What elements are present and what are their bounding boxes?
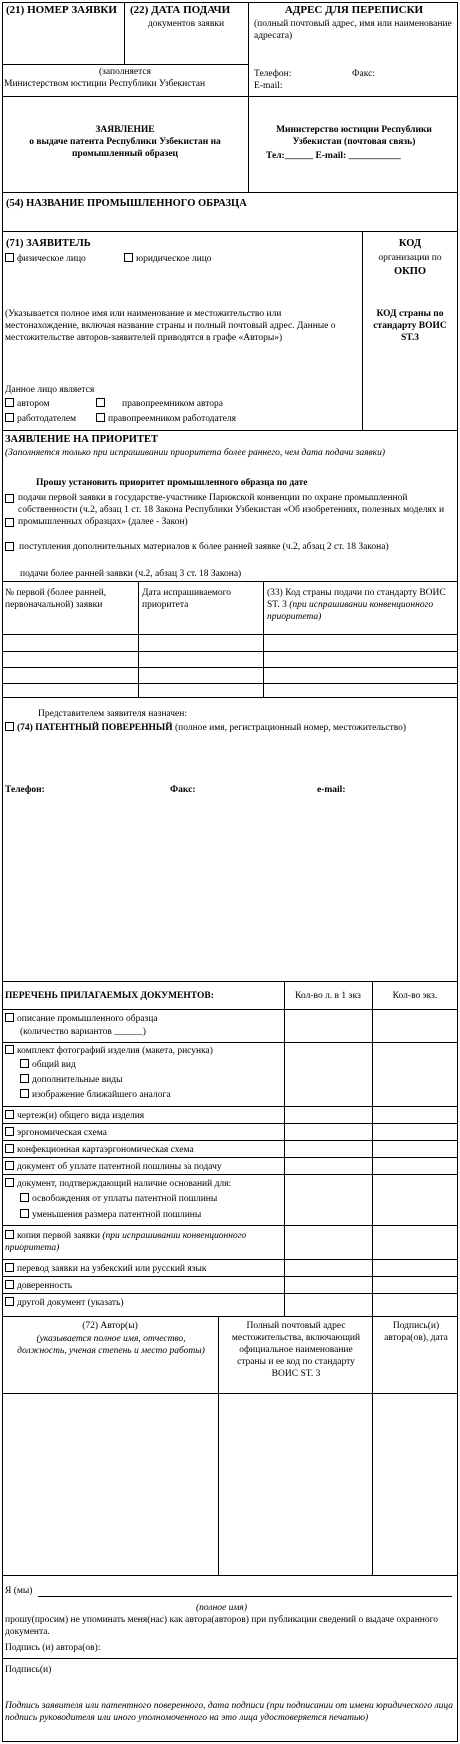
divider xyxy=(2,1157,458,1158)
divider xyxy=(2,1293,458,1294)
divider xyxy=(2,64,248,65)
divider xyxy=(248,2,249,97)
ministry-address: Министерство юстиции Республики Узбекистан (почтовая связь) xyxy=(276,125,432,147)
doc-power-of-attorney[interactable]: доверенность xyxy=(5,1280,72,1292)
table-row xyxy=(2,683,458,684)
corr-fax-label: Факс: xyxy=(352,69,375,79)
author-checkbox[interactable] xyxy=(5,398,14,407)
role-assignee-author[interactable]: правопреемником автора xyxy=(96,398,223,410)
priority-option-additional: поступления дополнительных материалов к более ранней заявке (ч.2, абзац 2 ст. 18 Закона) xyxy=(19,542,389,552)
signature-note: Подпись заявителя или патентного поверенного, дата подписи (при подписании от имени юридического лица подпись руководителя или иного уполномоченного на это лица удостоверяется печатью) xyxy=(5,1701,453,1723)
applicant-instructions: (Указывается полное имя или наименование и местожительство или местонахождение, включая название страны и полный почтовый адрес. Данные о местожительстве авторов-заявителей приводятся в графе «Авторы») xyxy=(5,309,336,343)
applicant-title: (71) ЗАЯВИТЕЛЬ xyxy=(6,238,91,249)
design-name-title: (54) НАЗВАНИЕ ПРОМЫШЛЕННОГО ОБРАЗЦА xyxy=(6,198,247,209)
country-code-label: КОД страны по стандарту ВОИС ST.3 xyxy=(373,309,447,343)
checkbox-fee-exemption[interactable] xyxy=(20,1193,29,1202)
legal-person-option[interactable]: юридическое лицо xyxy=(124,253,212,265)
divider xyxy=(248,96,249,193)
signature-label: Подпись(и) xyxy=(5,1665,52,1675)
assignee-employer-checkbox[interactable] xyxy=(96,413,105,422)
divider xyxy=(2,1259,458,1260)
divider xyxy=(263,581,264,698)
divider xyxy=(124,2,125,64)
col-first-application: № первой (более ранней, первоначальной) заявки xyxy=(5,588,107,610)
checkbox-ergonomic-scheme[interactable] xyxy=(5,1127,14,1136)
ministry-contacts: Тел:______ E-mail: ___________ xyxy=(266,151,401,161)
priority-paris-checkbox[interactable] xyxy=(5,494,14,503)
attorney-fax-label: Факс: xyxy=(170,785,196,795)
assignee-author-checkbox[interactable] xyxy=(96,398,105,407)
i-we-label: Я (мы) xyxy=(5,1586,33,1596)
divider xyxy=(284,981,285,1317)
checkbox-translation[interactable] xyxy=(5,1263,14,1272)
divider xyxy=(2,1393,458,1394)
priority-option-earlier: подачи более ранней заявки (ч.2, абзац 3 ст. 18 Закона) xyxy=(20,569,242,579)
doc-fee-payment[interactable]: документ об уплате патентной пошлины за подачу xyxy=(5,1161,222,1173)
legal-person-checkbox[interactable] xyxy=(124,253,133,262)
authors-signature-label: Подпись (и) автора(ов): xyxy=(5,1643,101,1653)
divider xyxy=(138,581,139,698)
divider xyxy=(2,1042,458,1043)
checkbox-grounds[interactable] xyxy=(5,1178,14,1187)
doc-variants-count: (количество вариантов ______) xyxy=(20,1027,146,1037)
col-pages: Кол-во л. в 1 экз xyxy=(295,991,361,1001)
authors-address-col: Полный почтовый адрес местожительства, включающий официальное наименование страны и ее код по стандарту ВОИС ST. 3 xyxy=(231,1321,361,1379)
filled-by-ministry: Министерством юстиции Республики Узбекистан xyxy=(4,79,206,89)
non-mention-request: прошу(просим) не упоминать меня(нас) как автора(авторов) при публикации сведений о выдаче охранного документа. xyxy=(5,1615,439,1637)
role-author[interactable]: автором xyxy=(5,398,50,410)
attorney-title[interactable]: (74) ПАТЕНТНЫЙ ПОВЕРЕННЫЙ (полное имя, регистрационный номер, местожительство) xyxy=(5,722,455,734)
documents-title: ПЕРЕЧЕНЬ ПРИЛАГАЕМЫХ ДОКУМЕНТОВ: xyxy=(5,991,214,1001)
employer-checkbox[interactable] xyxy=(5,413,14,422)
checkbox-drawings[interactable] xyxy=(5,1110,14,1119)
attorney-checkbox[interactable] xyxy=(5,722,14,731)
okpo-label: ОКПО xyxy=(393,266,427,277)
col-country-code: (33) Код страны подачи по стандарту ВОИС ST. 3 (при испрашивании конвенционного приоритета) xyxy=(267,588,446,622)
col-copies: Кол-во экз. xyxy=(392,991,438,1001)
doc-ergonomic-scheme[interactable]: эргономическая схема xyxy=(5,1127,107,1139)
doc-first-copy[interactable]: копия первой заявки (при испрашивании конвенционного приоритета) xyxy=(5,1231,247,1253)
role-employer[interactable]: работодателем xyxy=(5,413,76,425)
priority-checkboxes xyxy=(5,492,15,572)
priority-unused-checkbox[interactable] xyxy=(5,518,14,527)
checkbox-additional-views[interactable] xyxy=(20,1074,29,1083)
authors-col-title: (72) Автор(ы) xyxy=(82,1321,138,1331)
doc-fee-exemption[interactable]: освобождения от уплаты патентной пошлины xyxy=(20,1193,217,1205)
divider xyxy=(372,1316,373,1576)
code-title: КОД xyxy=(398,238,422,249)
application-title: ЗАЯВЛЕНИЕ xyxy=(95,125,155,135)
divider xyxy=(2,1174,458,1175)
divider xyxy=(2,1140,458,1141)
divider xyxy=(218,1316,219,1576)
role-label: Данное лицо является xyxy=(5,385,95,395)
doc-description[interactable]: описание промышленного образца xyxy=(5,1013,158,1025)
checkbox-analog-image[interactable] xyxy=(20,1089,29,1098)
doc-confection-map[interactable]: конфекционная картаэргономическая схема xyxy=(5,1144,194,1156)
table-row xyxy=(2,634,458,635)
doc-additional-views[interactable]: дополнительные виды xyxy=(20,1074,123,1086)
checkbox-fee-reduction[interactable] xyxy=(20,1209,29,1218)
corr-phone-label: Телефон: xyxy=(254,69,292,79)
checkbox-first-copy[interactable] xyxy=(5,1230,14,1239)
doc-drawings[interactable]: чертеж(и) общего вида изделия xyxy=(5,1110,144,1122)
doc-analog-image[interactable]: изображение ближайшего аналога xyxy=(20,1089,171,1101)
priority-request: Прошу установить приоритет промышленного образца по дате xyxy=(36,478,308,488)
checkbox-photos[interactable] xyxy=(5,1045,14,1054)
corr-address-title: АДРЕС ДЛЯ ПЕРЕПИСКИ xyxy=(284,4,424,16)
divider xyxy=(2,1123,458,1124)
table-row xyxy=(2,651,458,652)
doc-grounds[interactable]: документ, подтверждающий наличие оснований для: xyxy=(5,1178,231,1190)
checkbox-confection-map[interactable] xyxy=(5,1144,14,1153)
divider xyxy=(2,1225,458,1226)
divider xyxy=(2,1276,458,1277)
corr-email-label: E-mail: xyxy=(254,81,283,91)
checkbox-power-of-attorney[interactable] xyxy=(5,1280,14,1289)
checkbox-description[interactable] xyxy=(5,1013,14,1022)
checkbox-general-view[interactable] xyxy=(20,1059,29,1068)
corr-address-sub: (полный почтовый адрес, имя или наименование адресата) xyxy=(254,19,452,41)
col-priority-date: Дата испрашиваемого приоритета xyxy=(142,588,232,610)
natural-person-option[interactable]: физическое лицо xyxy=(5,253,86,265)
authors-col-sub: (указывается полное имя, отчество, должность, ученая степень и место работы) xyxy=(17,1334,205,1356)
attorney-section xyxy=(2,697,458,982)
attorney-email-label: e-mail: xyxy=(317,785,346,795)
doc-fee-reduction[interactable]: уменьшения размера патентной пошлины xyxy=(20,1209,201,1221)
checkbox-other[interactable] xyxy=(5,1297,14,1306)
app-number-label: (21) НОМЕР ЗАЯВКИ xyxy=(6,4,117,16)
priority-note: (Заполняется только при испрашивании приоритета более раннего, чем дата подачи заявки) xyxy=(5,448,385,458)
attorney-appointed: Представителем заявителя назначен: xyxy=(38,709,187,719)
filing-date-label: (22) ДАТА ПОДАЧИ xyxy=(130,4,231,16)
checkbox-fee-payment[interactable] xyxy=(5,1161,14,1170)
authors-signature-col: Подпись(и) автора(ов), дата xyxy=(384,1321,448,1343)
doc-general-view[interactable]: общий вид xyxy=(20,1059,76,1071)
full-name-caption: (полное имя) xyxy=(196,1603,248,1613)
divider xyxy=(362,231,363,431)
filled-by-note: (заполняется xyxy=(99,67,151,77)
application-subtitle: о выдаче патента Республики Узбекистан на промышленный образец xyxy=(29,137,221,159)
filing-date-sub: документов заявки xyxy=(147,19,225,29)
code-org: организации по xyxy=(378,253,442,263)
doc-translation[interactable]: перевод заявки на узбекский или русский язык xyxy=(5,1263,207,1275)
attorney-phone-label: Телефон: xyxy=(5,785,45,795)
divider xyxy=(2,1009,458,1010)
divider xyxy=(372,981,373,1317)
doc-photos[interactable]: комплект фотографий изделия (макета, рисунка) xyxy=(5,1045,213,1057)
priority-title: ЗАЯВЛЕНИЕ НА ПРИОРИТЕТ xyxy=(5,434,158,445)
table-row xyxy=(2,667,458,668)
divider xyxy=(2,1106,458,1107)
doc-other[interactable]: другой документ (указать) xyxy=(5,1297,124,1309)
role-assignee-employer[interactable]: правопреемником работодателя xyxy=(96,413,236,425)
natural-person-checkbox[interactable] xyxy=(5,253,14,262)
name-line[interactable] xyxy=(38,1596,452,1597)
priority-option-paris: подачи первой заявки в государстве-участнике Парижской конвенции по охране промышленной собственности (ч.2, абзац 1 ст. 18 Закона Республики Узбекистан «Об изобретениях, полезных моделях и промышленных образцах» (далее - Закон) xyxy=(18,493,445,527)
